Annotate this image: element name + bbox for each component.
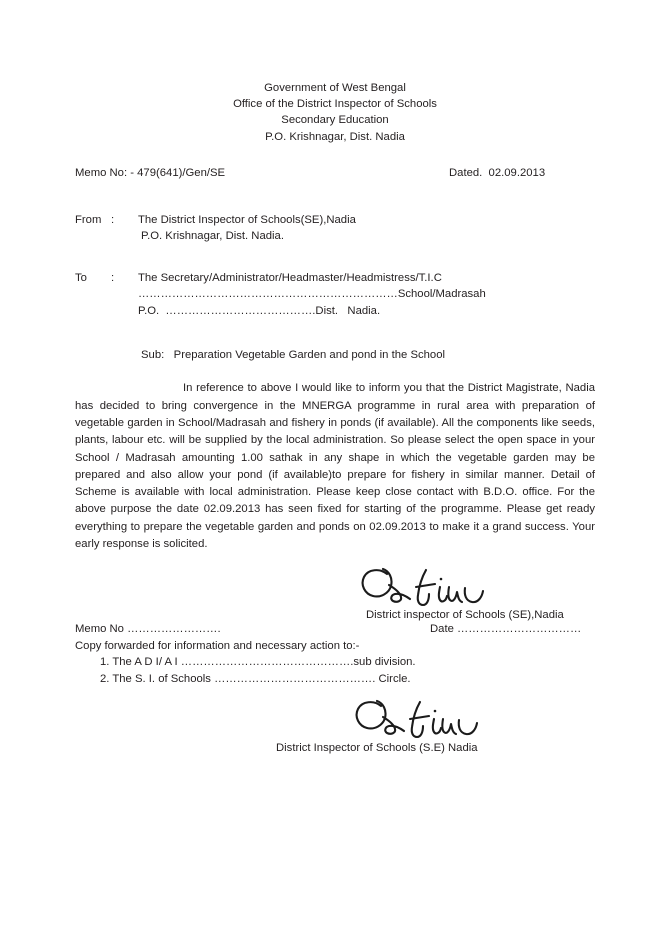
footer-memo-no: Memo No ……………………. (75, 623, 221, 636)
signature-block-1 (75, 565, 595, 621)
copy-forward-line: Copy forwarded for information and necessary action to:- (75, 639, 360, 652)
letterhead-line-3: Secondary Education (281, 114, 389, 127)
to-colon: : (111, 271, 115, 284)
memo-header (75, 165, 595, 181)
from-line-2: P.O. Krishnagar, Dist. Nadia. (141, 230, 284, 243)
document-body (75, 80, 595, 754)
handwritten-signature-icon (350, 696, 480, 744)
letterhead-line-2: Office of the District Inspector of Schools (233, 98, 437, 111)
from-block (75, 212, 595, 245)
to-line-1: The Secretary/Administrator/Headmaster/Headmistress/T.I.C (138, 271, 442, 284)
from-colon: : (111, 213, 115, 226)
to-row (75, 270, 595, 287)
footer-date: Date …………………………… (430, 623, 582, 636)
memo-number: Memo No: - 479(641)/Gen/SE (75, 166, 226, 179)
to-po-line: P.O. ………………………………….Dist. Nadia. (138, 304, 381, 317)
from-label: From (75, 213, 102, 226)
paragraph-text: In reference to above I would like to inform you that the District Magistrate, Nadia has decided to bring convergence in the MNERGA programme in rural area with preparation of vegetable garden in School/Madrasah and fishery in ponds (if available). All the components like seeds, plants, labour etc. will be supplied by the local administration. So please select the open space in your School / Madrasah amounting 1.00 sathak in any shape in which the vegetable garden may be prepared and also allow your pond (if available)to prepare for fishery in similar manner. Detail of Scheme is available with local administration. Please keep close contact with B.D.O. office. For the above purpose the date 02.09.2013 has seen fixed for starting of the programme. Please get ready everything to prepare the vegetable garden and ponds on 02.09.2013 to make it a grand success. Your early response is solicited. (75, 382, 595, 550)
letterhead (75, 80, 595, 145)
distribution-item-2: 2. The S. I. of Schools ……………………………………. Circle. (100, 673, 411, 686)
signature-caption-1: District inspector of Schools (SE),Nadia (366, 609, 564, 622)
memo-date: Dated. 02.09.2013 (449, 166, 546, 179)
letterhead-line-1: Government of West Bengal (264, 82, 406, 94)
signature-caption-2: District Inspector of Schools (S.E) Nadia (276, 741, 478, 754)
from-row (75, 212, 595, 229)
handwritten-signature-icon (356, 565, 486, 611)
from-line-1: The District Inspector of Schools(SE),Nadia (138, 213, 356, 226)
to-block (75, 270, 595, 320)
signature-block-2 (75, 696, 595, 754)
subject-line: Sub: Preparation Vegetable Garden and pond in the School (141, 349, 445, 362)
footer-memo-row (75, 621, 595, 638)
letterhead-line-4: P.O. Krishnagar, Dist. Nadia (265, 130, 405, 143)
distribution-item-1: 1. The A D I/ A I ……………………………………….sub division. (100, 656, 416, 669)
to-label: To (75, 271, 87, 284)
to-school-line: ……………………………………………………………School/Madrasah (138, 288, 486, 301)
body-paragraph (75, 380, 595, 553)
